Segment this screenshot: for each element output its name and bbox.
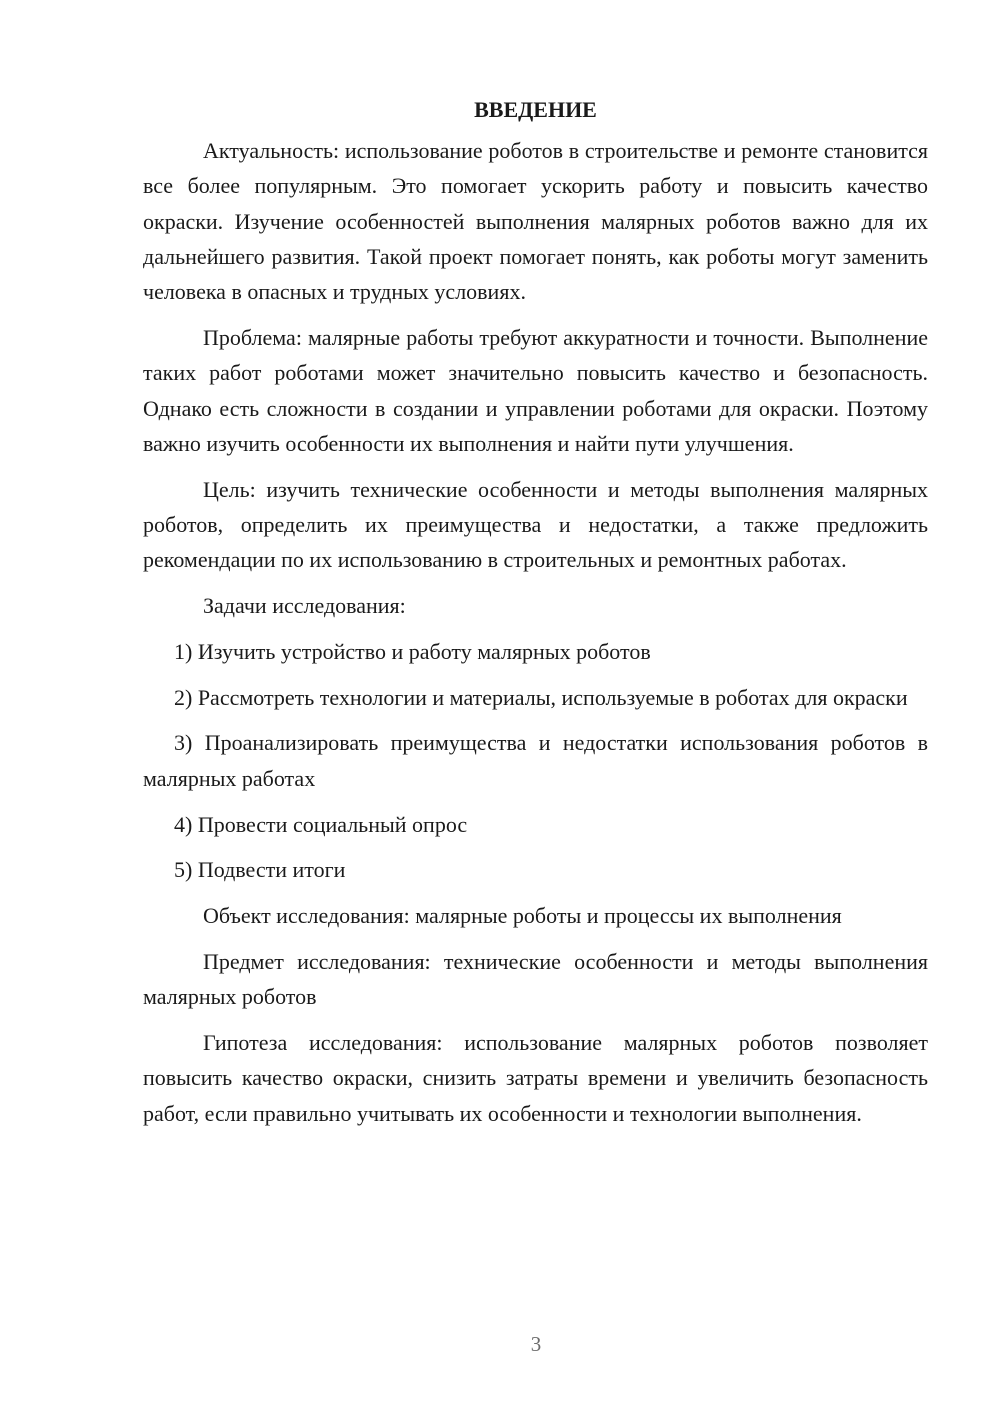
document-page	[143, 92, 928, 1131]
hypothesis-paragraph: Гипотеза исследования: использование малярных роботов позволяет повысить качество окраски, снизить затраты времени и увеличить безопасность работ, если правильно учитывать их особенности и технологии выполнения.	[143, 1030, 928, 1126]
task-item: 1) Изучить устройство и работу малярных роботов	[174, 638, 651, 664]
task-item: 4) Провести социальный опрос	[174, 811, 468, 837]
problem-paragraph: Проблема: малярные работы требуют аккуратности и точности. Выполнение таких работ роботами может значительно повысить качество и безопасность. Однако есть сложности в создании и управлении роботами для окраски. Поэтому важно изучить особенности их выполнения и найти пути улучшения.	[143, 324, 928, 456]
task-item: 5) Подвести итоги	[174, 857, 346, 883]
tasks-heading: Задачи исследования:	[203, 593, 406, 619]
task-item: 2) Рассмотреть технологии и материалы, используемые в роботах для окраски	[174, 684, 908, 710]
goal-paragraph: Цель: изучить технические особенности и методы выполнения малярных роботов, определить их преимущества и недостатки, а также предложить рекомендации по их использованию в строительных и ремонтных работах.	[143, 476, 928, 573]
relevance-paragraph: Актуальность: использование роботов в строительстве и ремонте становится все более популярным. Это помогает ускорить работу и повысить качество окраски. Изучение особенностей выполнения малярных роботов важно для их дальнейшего развития. Такой проект помогает понять, как роботы могут заменить человека в опасных и трудных условиях.	[143, 138, 928, 305]
page-number: 3	[530, 1332, 542, 1356]
page-title: ВВЕДЕНИЕ	[474, 97, 597, 122]
task-item: 3) Проанализировать преимущества и недостатки использования роботов в малярных работах	[143, 730, 928, 791]
object-paragraph: Объект исследования: малярные роботы и процессы их выполнения	[203, 903, 842, 929]
subject-paragraph: Предмет исследования: технические особенности и методы выполнения малярных роботов	[143, 948, 928, 1010]
